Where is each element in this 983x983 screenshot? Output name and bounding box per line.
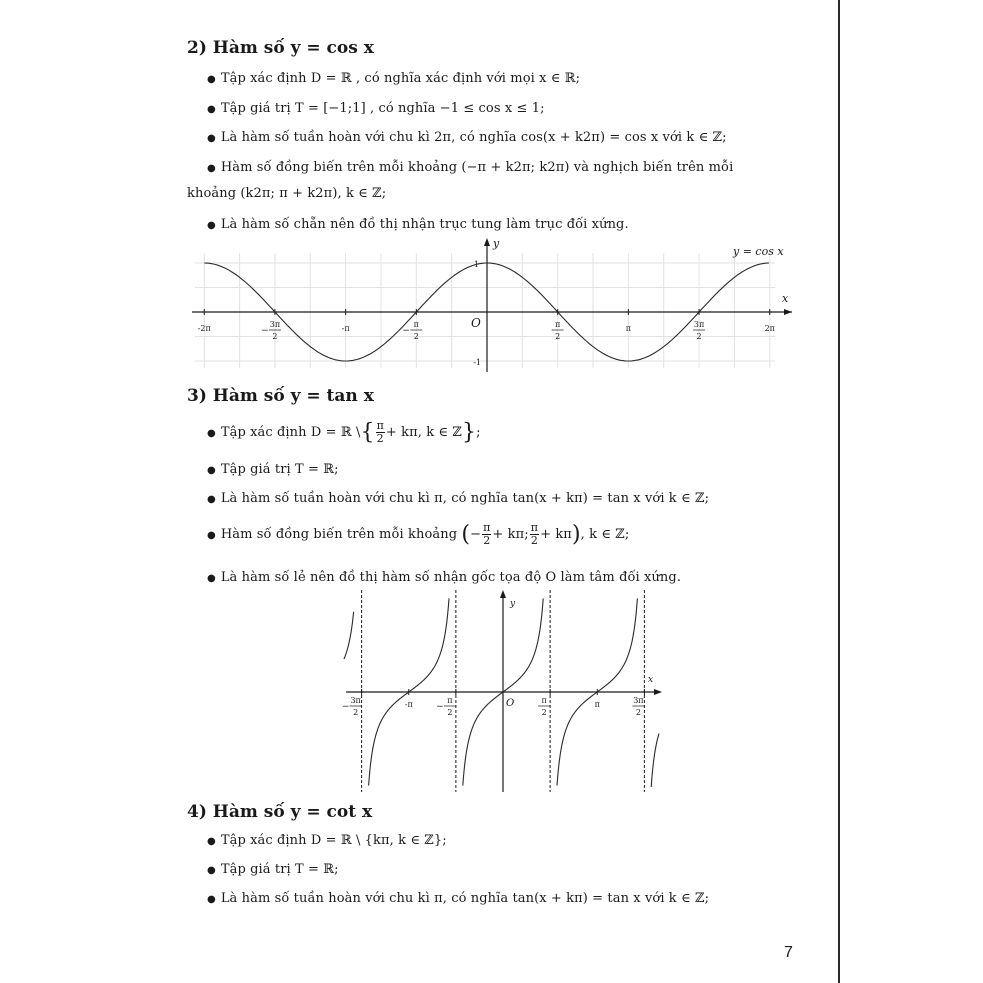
fraction-num: π [530,521,539,534]
cos-symmetry-text: Là hàm số chẵn nên đồ thị nhận trục tung làm trục đối xứng. [220,217,629,232]
tick-label-numerator: π [447,696,453,705]
x-tick-label [342,324,350,333]
tick-label-numerator: π [413,320,419,329]
tan-domain-tail: + kπ, k ∈ ℤ [385,425,462,440]
y-tick-label: -1 [473,358,481,367]
cot-domain-text: Tập xác định D = ℝ \ {kπ, k ∈ ℤ}; [220,833,447,848]
tick-label-denominator: 2 [555,332,561,341]
fraction-den: 2 [483,534,491,547]
x-tick-label [538,696,550,717]
bullet-icon: ● [207,104,216,115]
tick-label-text: 2π [764,324,775,333]
tick-label-numerator: π [555,320,561,329]
cot-range-line [207,862,339,877]
x-tick-label [626,324,631,333]
tick-label-denominator: 2 [447,708,453,717]
section-heading-cos: 2) Hàm số y = cos x [187,38,374,58]
cos-range-line [207,101,545,116]
tick-label-denominator: 2 [696,332,702,341]
fraction [482,522,491,547]
tick-label-minus: − [402,326,411,336]
tick-label-numerator: 3π [693,320,705,329]
x-tick-label [342,696,362,717]
bullet-icon: ● [207,894,216,905]
bullet-icon: ● [207,74,216,85]
tick-label-minus: − [261,326,269,336]
tick-label-numerator: 3π [633,696,644,705]
tick-label-denominator: 2 [272,332,278,341]
cos-period-line [207,130,727,145]
cos-monotonic-text: Hàm số đồng biến trên mỗi khoảng (−π + k2π; k2π) và nghịch biến trên mỗi [220,160,734,175]
bullet-icon: ● [207,133,216,144]
tan-branch [557,598,637,785]
fraction-den: 2 [530,534,538,547]
x-tick-label [198,324,211,333]
bullet-icon: ● [207,428,216,439]
bullet-icon: ● [207,530,216,541]
paren-close: ) [571,522,581,547]
tan-range-line [207,462,339,477]
cos-monotonic-line [207,160,733,175]
tick-label-minus: − [436,702,444,712]
tick-label-denominator: 2 [541,708,547,717]
tan-domain-line: ● Tập xác định D = ℝ \{ $\frac{\pi}{2}$ + kπ, k ∈ ℤ}; [207,419,481,445]
tan-symmetry-line [207,570,681,585]
x-tick-label [436,696,456,717]
bullet-icon: ● [207,865,216,876]
bullet-icon: ● [207,573,216,584]
y-axis-label: y [510,599,516,609]
cos-domain-text: Tập xác định D = ℝ , có nghĩa xác định với mọi x ∈ ℝ; [220,71,581,86]
tick-label-denominator: 2 [635,708,641,717]
cot-period-line [207,891,709,906]
section-heading-cot: 4) Hàm số y = cot x [187,802,373,822]
tan-branch-partial [344,612,354,659]
page-edge-rule [838,0,840,983]
tan-branch [463,598,543,785]
bullet-icon: ● [207,220,216,231]
tick-label-text: π [594,700,600,709]
section-heading-tan: 3) Hàm số y = tan x [187,386,374,406]
x-axis-arrow-icon [654,689,662,695]
x-tick-label [403,320,423,341]
cos-range-text: Tập giá trị T = [−1;1] , có nghĩa −1 ≤ cos x ≤ 1; [220,101,545,116]
brace-open: { [360,420,375,445]
fraction-num: π [376,419,384,432]
tick-label-numerator: π [541,696,547,705]
page-number: 7 [784,944,793,961]
origin-label: O [506,698,515,709]
origin-label: O [471,316,481,330]
tan-domain-text: Tập xác định D = ℝ \ [220,425,361,440]
x-axis-arrow-icon [784,309,792,315]
paren-open: ( [461,522,471,547]
cot-range-text: Tập giá trị T = ℝ; [220,862,339,877]
tick-label-numerator: 3π [269,320,281,329]
cot-period-text: Là hàm số tuần hoàn với chu kì π, có nghĩa tan(x + kπ) = tan x với k ∈ ℤ; [220,891,710,906]
tan-period-line [207,491,709,506]
x-tick-label [261,320,281,341]
bullet-icon: ● [207,163,216,174]
brace-close: } [461,420,477,445]
tan-monotonic-text: Hàm số đồng biến trên mỗi khoảng [220,527,458,542]
tan-interval-right: + kπ [540,527,572,542]
cos-symmetry-line [207,217,629,232]
cos-period-text: Là hàm số tuần hoàn với chu kì 2π, có nghĩa cos(x + k2π) = cos x với k ∈ ℤ; [220,130,727,145]
tan-interval-left: + kπ; [492,527,529,542]
tan-symmetry-text: Là hàm số lẻ nên đồ thị hàm số nhận gốc tọa độ O làm tâm đối xứng. [220,570,682,585]
x-tick-label [552,320,564,341]
tan-range-text: Tập giá trị T = ℝ; [220,462,339,477]
fraction-num: π [483,521,491,534]
x-tick-label [765,324,775,333]
tan-period-text: Là hàm số tuần hoàn với chu kì π, có nghĩa tan(x + kπ) = tan x với k ∈ ℤ; [220,491,710,506]
y-axis-arrow-icon [500,590,506,598]
tick-label-text: π [625,324,632,333]
tan-monotonic-line: ● Hàm số đồng biến trên mỗi khoảng (− $\frac{\pi}{2}$ + kπ; $\frac{\pi}{2}$ + kπ), k ∈ ℤ; [207,521,630,547]
bullet-icon: ● [207,836,216,847]
y-axis-arrow-icon [484,238,490,246]
tick-label-denominator: 2 [353,708,359,717]
tick-label-minus: − [341,702,350,712]
tan-branch-partial [651,734,659,788]
fraction [530,522,539,547]
tan-branch [369,598,449,785]
y-tick-label: 1 [473,260,479,269]
tick-label-text: -2π [197,324,211,333]
fraction-den: 2 [376,432,384,445]
cot-domain-line [207,833,447,848]
bullet-icon: ● [207,494,216,505]
tick-label-numerator: 3π [350,696,361,705]
cos-monotonic-cont: khoảng (k2π; π + k2π), k ∈ ℤ; [187,186,387,201]
x-tick-label [595,700,600,709]
tan-monotonic-tail: , k ∈ ℤ; [580,527,630,542]
x-tick-label [693,320,705,341]
tick-label-text: -π [341,324,350,333]
bullet-icon: ● [207,465,216,476]
y-axis-label: y [493,237,500,250]
curve-label: y = cos x [733,245,784,258]
tick-label-text: -π [404,700,413,709]
tick-label-denominator: 2 [413,332,419,341]
cos-curve [204,263,769,361]
cos-domain-line [207,71,580,86]
fraction [376,420,385,445]
x-tick-label [405,700,413,709]
x-axis-label: x [648,675,654,685]
x-axis-label: x [782,292,789,305]
x-tick-label [632,696,644,717]
